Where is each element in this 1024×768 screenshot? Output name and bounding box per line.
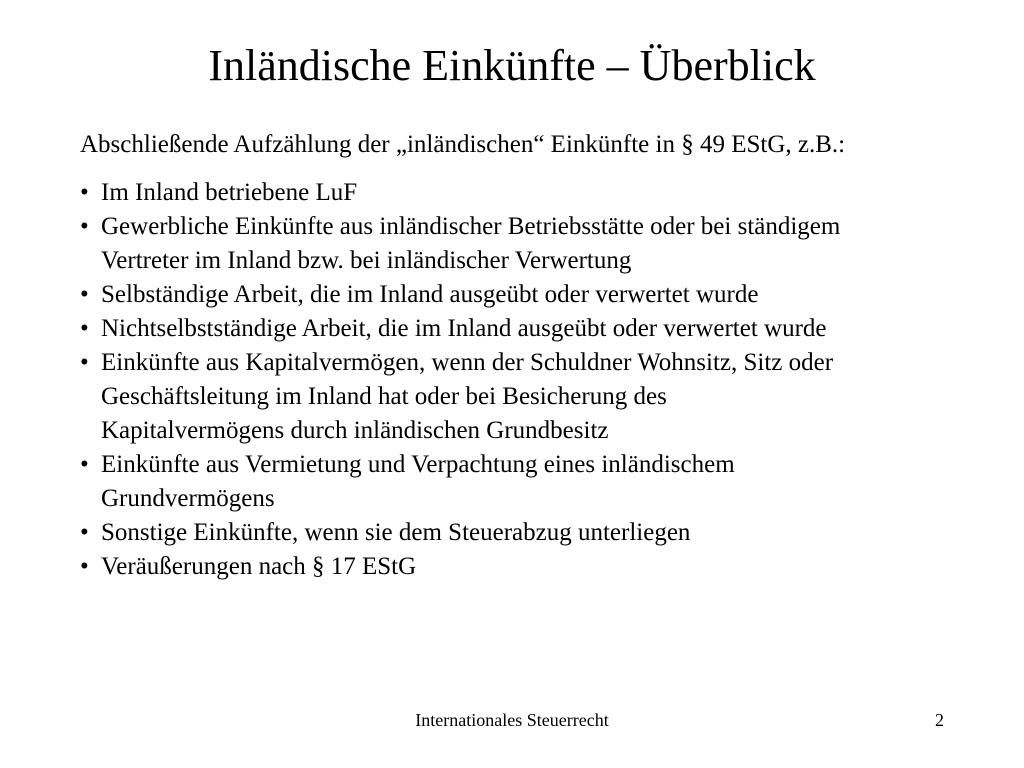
bullet-line: Nichtselbstständige Arbeit, die im Inland ausgeübt oder verwertet wurde: [101, 315, 827, 342]
bullet-icon: •: [80, 281, 89, 308]
bullet-line: Kapitalvermögens durch inländischen Grundbesitz: [101, 417, 609, 444]
bullet-text: [101, 312, 980, 346]
slide-title: Inländische Einkünfte – Überblick: [208, 41, 816, 90]
bullet-line: Gewerbliche Einkünfte aus inländischer Betriebsstätte oder bei ständigem: [101, 213, 841, 240]
bullet-line: Einkünfte aus Vermietung und Verpachtung eines inländischem: [101, 451, 735, 478]
bullet-line: Veräußerungen nach § 17 EStG: [101, 553, 417, 580]
bullet-text: [101, 210, 980, 278]
bullet-line: Sonstige Einkünfte, wenn sie dem Steuerabzug unterliegen: [101, 519, 691, 546]
bullet-item: [80, 516, 980, 550]
bullet-icon: •: [80, 179, 89, 206]
bullet-item: [80, 550, 980, 584]
bullet-item: [80, 312, 980, 346]
bullet-icon: •: [80, 315, 89, 342]
intro-text: Abschließende Aufzählung der „inländischen“ Einkünfte in § 49 EStG, z.B.:: [80, 131, 846, 158]
page-number: 2: [935, 710, 944, 730]
bullet-text: [101, 346, 980, 448]
bullet-item: [80, 176, 980, 210]
bullet-line: Im Inland betriebene LuF: [101, 179, 358, 206]
footer-title: Internationales Steuerrecht: [415, 710, 609, 730]
bullet-icon: •: [80, 451, 89, 478]
bullet-text: [101, 516, 980, 550]
bullet-line: Einkünfte aus Kapitalvermögen, wenn der Schuldner Wohnsitz, Sitz oder: [101, 349, 834, 376]
bullet-item: [80, 278, 980, 312]
bullet-line: Geschäftsleitung im Inland hat oder bei Besicherung des: [101, 383, 667, 410]
bullet-list: [80, 176, 980, 584]
bullet-line: Grundvermögens: [101, 485, 275, 512]
bullet-text: [101, 278, 980, 312]
bullet-text: [101, 448, 980, 516]
bullet-text: [101, 550, 980, 584]
bullet-item: [80, 210, 980, 278]
bullet-item: [80, 448, 980, 516]
bullet-line: Selbständige Arbeit, die im Inland ausgeübt oder verwertet wurde: [101, 281, 759, 308]
bullet-item: [80, 346, 980, 448]
bullet-line: Vertreter im Inland bzw. bei inländischer Verwertung: [101, 247, 632, 274]
bullet-text: [101, 176, 980, 210]
bullet-icon: •: [80, 519, 89, 546]
bullet-icon: •: [80, 553, 89, 580]
bullet-icon: •: [80, 213, 89, 240]
bullet-icon: •: [80, 349, 89, 376]
